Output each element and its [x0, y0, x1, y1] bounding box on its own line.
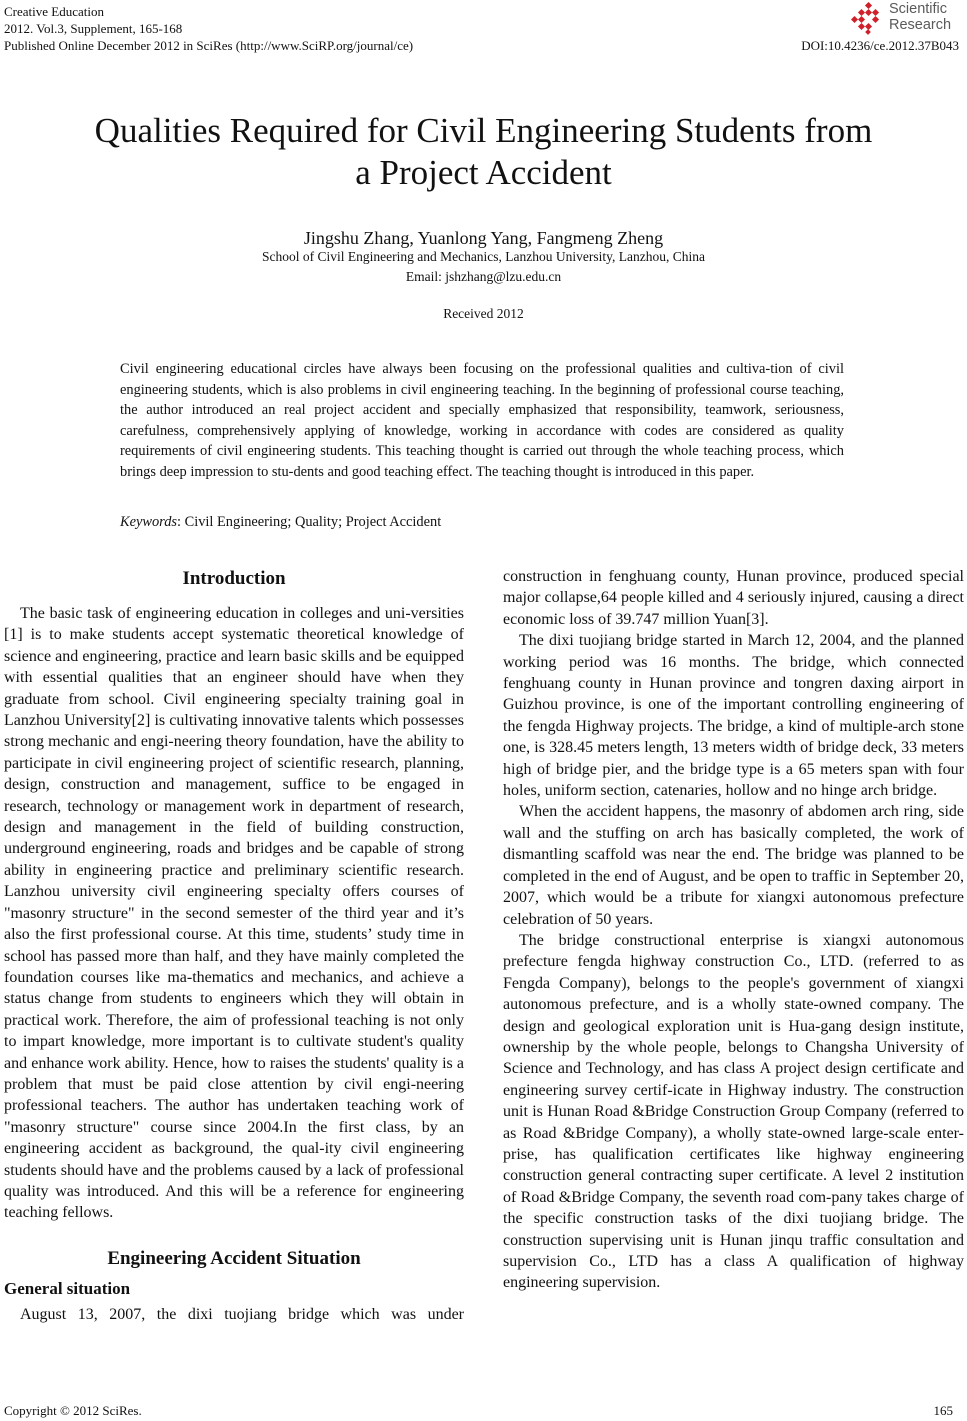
email: Email: jshzhang@lzu.edu.cn	[405, 269, 562, 284]
scientific-research-logo	[851, 2, 961, 36]
received-date: Received 2012	[443, 306, 524, 321]
title-line2: a Project Accident	[355, 153, 612, 192]
title-line1: Qualities Required for Civil Engineering Students from	[94, 111, 873, 150]
intro-paragraph: The basic task of engineering education in colleges and uni-versities [1] is to make students accept systematic theoretical knowledge of science and engineering, practice and learn basic skills and be equipped with essential qualities that an engineer should have when they graduate from school. Civil engineering specialty training goal in Lanzhou University[2] is cultivating innovative talents which possesses strong mechanic and engi-neering theory foundation, have the ability to participate in civil engineering project of scientific research, planning, design, construction and management, suffice to be engaged in research, technology or management work in department of research, design and management in the field of building construction, underground engineering, roads and bridges and be capable of strong ability in engineering practice and preliminary scientific research. Lanzhou university civil engineering specialty offers courses of "masonry structure" in the second semester of the third year and it’s also the first professional course. At this time, students’ study time in school has passed more than half, and they have mainly completed the foundation courses like ma-thematics and mechanics, and achieve a status change from students to engineers which they will obtain in practical work. Therefore, the aim of professional teaching is not only to impart knowledge, more important is to cultivate student's quality and enhance work ability. Hence, how to raises the students' quality is a problem that must be paid close attention by civil engi-neering professional teachers. The author has undertaken teaching work of "masonry structure" course since 2004.In the first class, by an engineering accident as background, the qual-ity civil engineering students should have and the problems caused by a lack of professional quality was introduced. And this will be a reference for engineering teaching fellows.	[4, 605, 464, 1222]
journal-header	[4, 3, 413, 54]
left-column	[4, 565, 464, 1325]
affiliation: School of Civil Engineering and Mechanics, Lanzhou University, Lanzhou, China	[261, 249, 706, 264]
copyright-footer: Copyright © 2012 SciRes.	[4, 1403, 142, 1418]
paper-title	[0, 110, 967, 194]
general-paragraph-continued: construction in fenghuang county, Hunan province, produced special major collapse,64 people killed and 4 seriously injured, causing a direct economic loss of 39.747 million Yuan[3].	[503, 568, 964, 628]
general-situation-heading: General situation	[4, 1278, 131, 1298]
right-column	[503, 566, 964, 1294]
keywords-label: Keywords	[120, 514, 178, 530]
bridge-description-paragraph: The dixi tuojiang bridge started in March 12, 2004, and the planned working period was 16 months. The bridge, which connected fenghuang county in Hunan province and tongren daxing airport in Guizhou province, is one of the important controlling engineering of the fengda Highway projects. The bridge, a kind of multiple-arch stone one, is 328.45 meters length, 13 meters width of bridge deck, 33 meters high of bridge pier, and the bridge type is a 65 meters span with four holes, uniform section, catenaries, hollow and no hinge arch bridge.	[503, 632, 964, 800]
authors: Jingshu Zhang, Yuanlong Yang, Fangmeng Zheng	[303, 228, 664, 248]
logo-text	[889, 1, 951, 33]
keywords	[120, 514, 441, 531]
journal-published: Published Online December 2012 in SciRes (http://www.SciRP.org/journal/ce)	[4, 38, 414, 53]
accident-heading: Engineering Accident Situation	[107, 1247, 361, 1269]
page-number: 165	[933, 1403, 953, 1418]
journal-name: Creative Education	[4, 4, 104, 19]
enterprise-paragraph: The bridge constructional enterprise is xiangxi autonomous prefecture fengda highway construction Co., LTD. (referred to as Fengda Company), belongs to the people's government of xiangxi autonomous prefecture, and is a wholly state-owned company. The design and geological exploration unit is Hua-gang design institute, ownership by the whole people, belongs to Changsha University of Science and Technology, and has class A project design certificate and engineering survey certif-icate in Highway industry. The construction unit is Hunan Road &Bridge Construction Group Company (referred to as Road &Bridge Company), a wholly state-owned large-scale enter-prise, has qualification certificates like highway engineering construction general contracting super certificate. A level 2 institution of Road &Bridge Company, the seventh road com-pany takes charge of the specific construction tasks of the dixi tuojiang bridge. The construction supervising unit is Hunan jinqu traffic consultation and supervision Co., LTD has a class A qualification of highway engineering supervision.	[503, 931, 964, 1292]
abstract: Civil engineering educational circles have always been focusing on the professional qualities and cultiva-tion of civil engineering students, which is also problems in civil engineering teaching. In the beginning of professional course teaching, the author introduced an real project accident and specially emphasized that responsibility, teamwork, seriousness, carefulness, comprehensively applying of knowledge, working in accordance with codes are considered as quality requirements of civil engineering students. This teaching thought is carried out through the whole teaching process, which brings deep impression to stu-dents and good teaching effect. The teaching thought is introduced in this paper.	[120, 361, 844, 480]
accident-moment-paragraph: When the accident happens, the masonry of abdomen arch ring, side wall and the stuffing on arch has basically completed, the work of dismantling scaffold was near the end. The bridge was planned to be completed in the end of August, and be open to traffic in September 20, 2007, which would be a tribute for xiangxi autonomous prefecture celebration of 50 years.	[503, 803, 964, 928]
logo-diamond-icon	[851, 2, 887, 36]
logo-line1: Scientific	[889, 1, 948, 17]
doi: DOI:10.4236/ce.2012.37B043	[801, 38, 959, 53]
journal-volume: 2012. Vol.3, Supplement, 165-168	[4, 21, 183, 36]
general-paragraph-start: August 13, 2007, the dixi tuojiang bridge which was under	[20, 1305, 464, 1323]
logo-line2: Research	[889, 17, 952, 33]
keywords-list: : Civil Engineering; Quality; Project Accident	[177, 514, 442, 530]
intro-heading: Introduction	[182, 568, 286, 589]
